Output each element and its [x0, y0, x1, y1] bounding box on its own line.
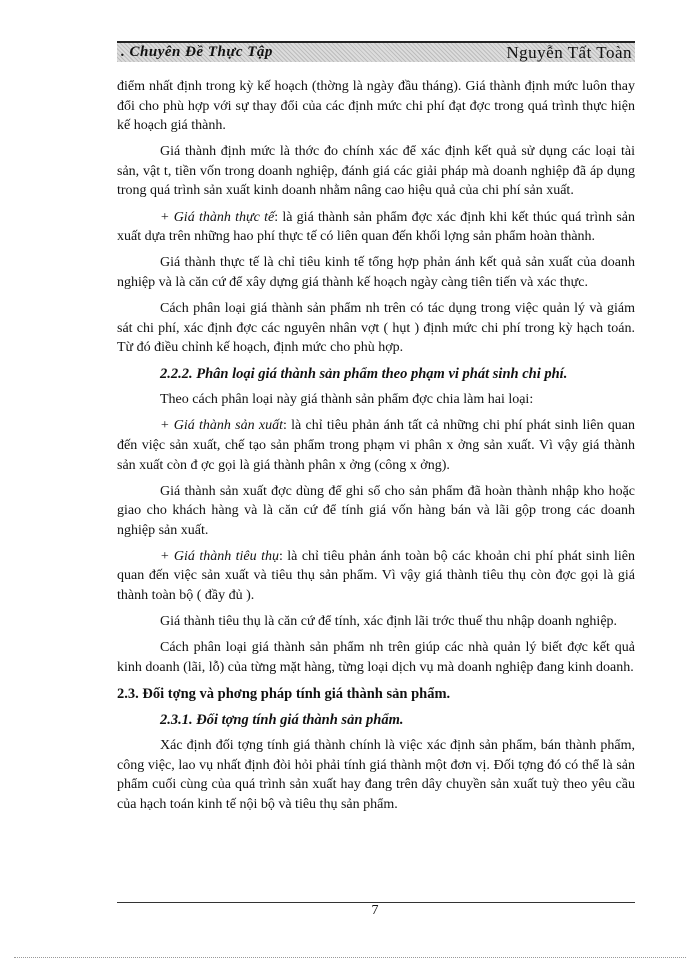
paragraph: Theo cách phân loại này giá thành sản phẩm đợc chia làm hai loại:: [160, 392, 534, 408]
paragraph-lead: + Giá thành sản xuất: [160, 418, 283, 434]
paragraph: Cách phân loại giá thành sản phẩm nh trên có tác dụng trong việc quản lý và giám sát chi phí, xác định đợc các nguyên nhân vợt ( hụt ) định mức chi phí trong kỳ hạch toán. Từ đó điều chỉnh kế hoạch, định mức cho phù hợp.: [117, 300, 635, 356]
subsection-heading: 2.3.1. Đối tợng tính giá thành sản phẩm.: [160, 711, 404, 728]
header-author: Nguyễn Tất Toàn: [506, 43, 632, 62]
paragraph: Giá thành tiêu thụ là căn cứ để tính, xác định lãi trớc thuế thu nhập doanh nghiệp.: [160, 614, 618, 630]
paragraph: [117, 416, 635, 475]
paragraph: Giá thành sản xuất đợc dùng để ghi sổ cho sản phẩm đã hoàn thành nhập kho hoặc giao cho khách hàng và là căn cứ để tính giá vốn hàng bán và lãi gộp trong các doanh nghiệp sản xuất.: [117, 483, 635, 538]
paragraph-text: : là giá thành sản phẩm đợc xác định khi kết thúc quá trình sản xuất dựa trên những hao phí thực tế có liên quan đến khối lợng sản phẩm hoàn thành.: [117, 209, 635, 245]
page-number: 7: [371, 903, 379, 918]
paragraph: Xác định đối tợng tính giá thành chính là việc xác định sản phẩm, bán thành phẩm, công việc, lao vụ nhất định đòi hỏi phải tính giá thành một đơn vị. Đối tợng đó có thể là sản phẩm cuối cùng của quá trình sản xuất hay đang trên dây chuyền sản xuất tuỳ theo yêu cầu của hạch toán kinh tế nội bộ và tiêu thụ sản phẩm.: [117, 737, 635, 812]
page-bottom-border: [14, 957, 686, 958]
header-title: . Chuyên Đề Thực Tập: [121, 44, 273, 60]
paragraph: [117, 208, 635, 247]
paragraph-text: : là chỉ tiêu phản ánh tất cả những chi phí phát sinh liên quan đến việc sản xuất, chế tạo sản phẩm trong phạm vi phân x ởng sản xuất. Vì vậy giá thành sản xuất còn đ ợc gọi là giá thành phân x ởng (công x ởng).: [117, 418, 636, 473]
paragraph: Giá thành thực tế là chỉ tiêu kinh tế tổng hợp phản ánh kết quả sản xuất của doanh nghiệp và là căn cứ để xây dựng giá thành kế hoạch ngày càng tiên tiến và xác thực.: [117, 255, 635, 290]
paragraph-lead: + Giá thành thực tế: [160, 209, 275, 225]
paragraph-lead: + Giá thành tiêu thụ: [160, 548, 279, 564]
paragraph-text: : là chỉ tiêu phản ánh toàn bộ các khoản chi phí phát sinh liên quan đến việc sản xuất và tiêu thụ sản phẩm. Vì vậy giá thành tiêu thụ còn đợc gọi là giá thành toàn bộ ( đầy đủ ).: [117, 548, 635, 604]
page-header: [117, 41, 635, 62]
paragraph: điểm nhất định trong kỳ kế hoạch (thờng là ngày đầu tháng). Giá thành định mức luôn thay đổi cho phù hợp với sự thay đổi của các định mức chi phí đạt đợc trong quá trình thực hiện kế hoạch giá thành.: [117, 79, 635, 134]
section-heading: 2.3. Đối tợng và phơng pháp tính giá thành sản phẩm.: [117, 685, 451, 702]
document-body: [117, 77, 635, 821]
subsection-heading: 2.2.2. Phân loại giá thành sản phẩm theo phạm vi phát sinh chi phí.: [160, 366, 568, 383]
paragraph: Cách phân loại giá thành sản phẩm nh trên giúp các nhà quản lý biết đợc kết quả kinh doanh (lãi, lỗ) của từng mặt hàng, từng loại dịch vụ mà doanh nghiệp đang kinh doanh.: [117, 640, 635, 675]
paragraph: Giá thành định mức là thớc đo chính xác để xác định kết quả sử dụng các loại tài sản, vật t, tiền vốn trong doanh nghiệp, đánh giá các giải pháp mà doanh nghiệp đã áp dụng trong quá trình sản xuất kinh doanh nhằm nâng cao hiệu quả của chi phí sản xuất.: [117, 144, 635, 199]
paragraph: [117, 547, 635, 606]
